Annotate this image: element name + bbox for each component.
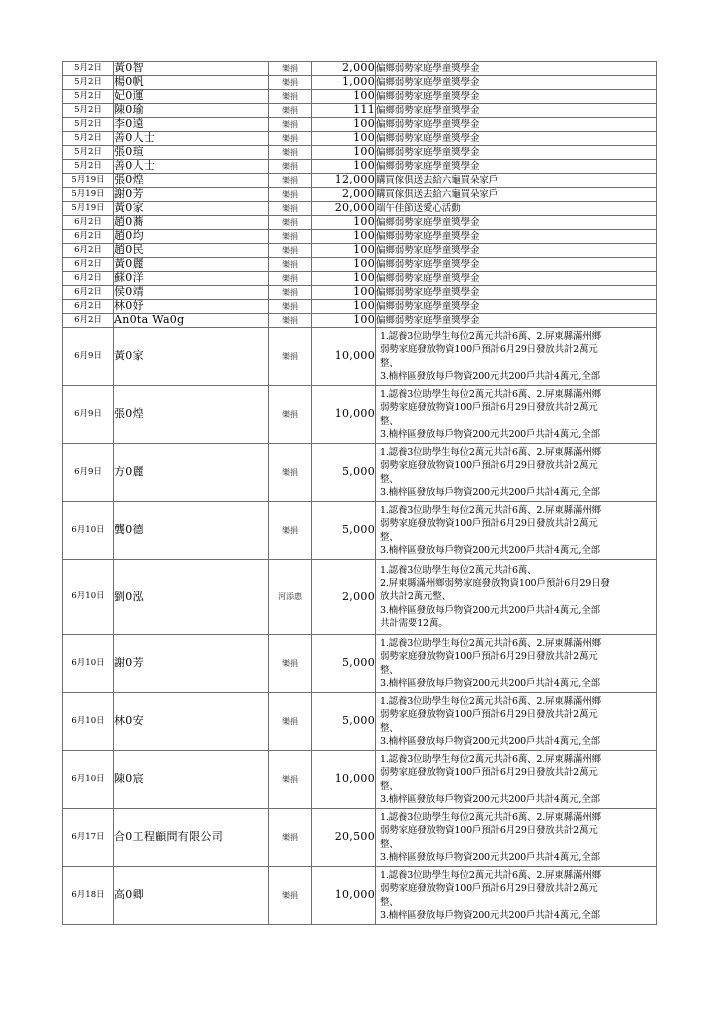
donation-ledger-table bbox=[62, 61, 657, 925]
cell-type: 樂捐 bbox=[269, 174, 312, 188]
cell-date: 6月2日 bbox=[63, 314, 114, 328]
desc-line: 弱勢家庭發放物資100戶預計6月29日發放共計2萬元 bbox=[380, 402, 598, 414]
desc-line: 1.認養3位助學生每位2萬元共計6萬、2.屏東縣滿州鄉 bbox=[380, 447, 601, 459]
cell-type: 樂捐 bbox=[269, 132, 312, 146]
cell-name: 方0麗 bbox=[114, 444, 269, 502]
cell-type: 樂捐 bbox=[269, 62, 312, 76]
cell-date: 5月2日 bbox=[63, 90, 114, 104]
table-row bbox=[63, 104, 657, 118]
cell-date: 5月19日 bbox=[63, 188, 114, 202]
cell-date: 5月2日 bbox=[63, 118, 114, 132]
cell-name: An0ta Wa0g bbox=[114, 314, 269, 328]
cell-amt: 5,000 bbox=[312, 693, 376, 751]
desc-line: 整、 bbox=[380, 838, 399, 850]
desc-line: 整、 bbox=[380, 531, 399, 543]
cell-amt: 100 bbox=[312, 90, 376, 104]
cell-desc: 偏鄉弱勢家庭學童獎學金 bbox=[376, 216, 657, 230]
ledger-body bbox=[63, 62, 657, 925]
cell-desc bbox=[376, 444, 657, 502]
cell-amt: 12,000 bbox=[312, 174, 376, 188]
cell-date: 6月2日 bbox=[63, 230, 114, 244]
table-row bbox=[63, 502, 657, 560]
desc-line: 1.認養3位助學生每位2萬元共計6萬、2.屏東縣滿州鄉 bbox=[380, 638, 601, 650]
cell-type: 樂捐 bbox=[269, 386, 312, 444]
desc-line: 3.楠梓區發放每戶物資200元共200戶共計4萬元,全部 bbox=[380, 909, 600, 921]
cell-name: 李0遠 bbox=[114, 118, 269, 132]
cell-date: 6月2日 bbox=[63, 258, 114, 272]
table-row bbox=[63, 90, 657, 104]
desc-line: 弱勢家庭發放物資100戶預計6月29日發放共計2萬元 bbox=[380, 344, 598, 356]
cell-amt: 100 bbox=[312, 314, 376, 328]
cell-type: 樂捐 bbox=[269, 146, 312, 160]
desc-line: 整、 bbox=[380, 896, 399, 908]
desc-line: 整、 bbox=[380, 722, 399, 734]
table-row bbox=[63, 118, 657, 132]
desc-line: 弱勢家庭發放物資100戶預計6月29日發放共計2萬元 bbox=[380, 460, 598, 472]
cell-date: 5月2日 bbox=[63, 76, 114, 90]
cell-amt: 10,000 bbox=[312, 386, 376, 444]
cell-name: 趙0民 bbox=[114, 244, 269, 258]
cell-amt: 100 bbox=[312, 216, 376, 230]
cell-type: 樂捐 bbox=[269, 258, 312, 272]
cell-date: 6月10日 bbox=[63, 560, 114, 635]
desc-line: 整、 bbox=[380, 473, 399, 485]
cell-name: 陳0宸 bbox=[114, 751, 269, 809]
cell-amt: 10,000 bbox=[312, 328, 376, 386]
cell-name: 趙0蕎 bbox=[114, 216, 269, 230]
cell-name: 劉0泓 bbox=[114, 560, 269, 635]
cell-desc: 偏鄉弱勢家庭學童獎學金 bbox=[376, 76, 657, 90]
cell-amt: 5,000 bbox=[312, 444, 376, 502]
cell-date: 6月10日 bbox=[63, 751, 114, 809]
table-row bbox=[63, 62, 657, 76]
cell-desc: 購買傢俱送去給六龜買朵家戶 bbox=[376, 188, 657, 202]
desc-line: 1.認養3位助學生每位2萬元共計6萬、2.屏東縣滿州鄉 bbox=[380, 812, 601, 824]
desc-line: 1.認養3位助學生每位2萬元共計6萬、2.屏東縣滿州鄉 bbox=[380, 870, 601, 882]
cell-amt: 100 bbox=[312, 272, 376, 286]
cell-desc: 偏鄉弱勢家庭學童獎學金 bbox=[376, 90, 657, 104]
cell-amt: 111 bbox=[312, 104, 376, 118]
table-row bbox=[63, 146, 657, 160]
cell-type: 樂捐 bbox=[269, 444, 312, 502]
cell-amt: 100 bbox=[312, 244, 376, 258]
desc-line: 1.認養3位助學生每位2萬元共計6萬、2.屏東縣滿州鄉 bbox=[380, 505, 601, 517]
cell-amt: 5,000 bbox=[312, 502, 376, 560]
cell-type: 樂捐 bbox=[269, 76, 312, 90]
cell-name: 高0卿 bbox=[114, 867, 269, 925]
table-row bbox=[63, 160, 657, 174]
cell-date: 6月2日 bbox=[63, 272, 114, 286]
table-row bbox=[63, 867, 657, 925]
cell-type: 樂捐 bbox=[269, 188, 312, 202]
cell-date: 5月19日 bbox=[63, 202, 114, 216]
cell-date: 5月2日 bbox=[63, 160, 114, 174]
table-row bbox=[63, 188, 657, 202]
cell-desc bbox=[376, 386, 657, 444]
cell-date: 6月2日 bbox=[63, 216, 114, 230]
cell-amt: 5,000 bbox=[312, 635, 376, 693]
cell-desc bbox=[376, 635, 657, 693]
cell-name: 林0妤 bbox=[114, 300, 269, 314]
desc-line: 3.楠梓區發放每戶物資200元共200戶共計4萬元,全部 bbox=[380, 486, 600, 498]
cell-type: 樂捐 bbox=[269, 90, 312, 104]
table-row bbox=[63, 386, 657, 444]
cell-desc: 偏鄉弱勢家庭學童獎學金 bbox=[376, 286, 657, 300]
table-row bbox=[63, 560, 657, 635]
desc-line: 弱勢家庭發放物資100戶預計6月29日發放共計2萬元 bbox=[380, 651, 598, 663]
desc-line: 弱勢家庭發放物資100戶預計6月29日發放共計2萬元 bbox=[380, 709, 598, 721]
cell-desc bbox=[376, 751, 657, 809]
cell-date: 5月2日 bbox=[63, 62, 114, 76]
desc-line: 弱勢家庭發放物資100戶預計6月29日發放共計2萬元 bbox=[380, 825, 598, 837]
table-row bbox=[63, 272, 657, 286]
cell-name: 蘇0洋 bbox=[114, 272, 269, 286]
cell-date: 5月19日 bbox=[63, 174, 114, 188]
desc-line: 1.認養3位助學生每位2萬元共計6萬、2.屏東縣滿州鄉 bbox=[380, 331, 601, 343]
desc-line: 放共計2萬元整、 bbox=[380, 591, 451, 603]
cell-type: 樂捐 bbox=[269, 160, 312, 174]
cell-desc: 偏鄉弱勢家庭學童獎學金 bbox=[376, 160, 657, 174]
desc-line: 1.認養3位助學生每位2萬元共計6萬、2.屏東縣滿州鄉 bbox=[380, 696, 601, 708]
cell-amt: 100 bbox=[312, 286, 376, 300]
cell-name: 合0工程顧問有限公司 bbox=[114, 809, 269, 867]
cell-name: 陳0瑜 bbox=[114, 104, 269, 118]
cell-date: 6月17日 bbox=[63, 809, 114, 867]
table-row bbox=[63, 202, 657, 216]
table-row bbox=[63, 244, 657, 258]
cell-desc bbox=[376, 809, 657, 867]
cell-desc: 偏鄉弱勢家庭學童獎學金 bbox=[376, 258, 657, 272]
cell-type: 樂捐 bbox=[269, 202, 312, 216]
table-row bbox=[63, 132, 657, 146]
cell-name: 黃0家 bbox=[114, 328, 269, 386]
desc-line: 弱勢家庭發放物資100戶預計6月29日發放共計2萬元 bbox=[380, 518, 598, 530]
cell-date: 6月10日 bbox=[63, 635, 114, 693]
cell-amt: 2,000 bbox=[312, 62, 376, 76]
cell-type: 樂捐 bbox=[269, 635, 312, 693]
table-row bbox=[63, 286, 657, 300]
cell-type: 樂捐 bbox=[269, 867, 312, 925]
cell-amt: 100 bbox=[312, 118, 376, 132]
cell-desc bbox=[376, 328, 657, 386]
table-row bbox=[63, 230, 657, 244]
table-row bbox=[63, 809, 657, 867]
cell-amt: 1,000 bbox=[312, 76, 376, 90]
cell-desc: 偏鄉弱勢家庭學童獎學金 bbox=[376, 62, 657, 76]
donation-ledger-table-wrapper bbox=[62, 61, 656, 925]
cell-type: 樂捐 bbox=[269, 751, 312, 809]
cell-desc: 偏鄉弱勢家庭學童獎學金 bbox=[376, 104, 657, 118]
desc-line: 3.楠梓區發放每戶物資200元共200戶共計4萬元,全部 bbox=[380, 735, 600, 747]
cell-date: 5月2日 bbox=[63, 104, 114, 118]
table-row bbox=[63, 444, 657, 502]
cell-amt: 100 bbox=[312, 258, 376, 272]
cell-desc: 偏鄉弱勢家庭學童獎學金 bbox=[376, 146, 657, 160]
cell-date: 6月9日 bbox=[63, 444, 114, 502]
cell-name: 楊0帆 bbox=[114, 76, 269, 90]
cell-type: 河添惠 bbox=[269, 560, 312, 635]
cell-name: 妃0運 bbox=[114, 90, 269, 104]
cell-date: 6月2日 bbox=[63, 286, 114, 300]
desc-line: 1.認養3位助學生每位2萬元共計6萬、 bbox=[380, 565, 537, 577]
cell-amt: 2,000 bbox=[312, 560, 376, 635]
desc-line: 1.認養3位助學生每位2萬元共計6萬、2.屏東縣滿州鄉 bbox=[380, 754, 601, 766]
desc-line: 弱勢家庭發放物資100戶預計6月29日發放共計2萬元 bbox=[380, 767, 598, 779]
cell-desc: 購買傢俱送去給六龜買朵家戶 bbox=[376, 174, 657, 188]
cell-name: 謝0芳 bbox=[114, 635, 269, 693]
cell-desc bbox=[376, 693, 657, 751]
table-row bbox=[63, 328, 657, 386]
cell-type: 樂捐 bbox=[269, 809, 312, 867]
cell-amt: 100 bbox=[312, 300, 376, 314]
cell-type: 樂捐 bbox=[269, 118, 312, 132]
cell-type: 樂捐 bbox=[269, 314, 312, 328]
cell-date: 6月2日 bbox=[63, 244, 114, 258]
table-row bbox=[63, 635, 657, 693]
table-row bbox=[63, 300, 657, 314]
cell-amt: 100 bbox=[312, 230, 376, 244]
cell-amt: 20,500 bbox=[312, 809, 376, 867]
cell-amt: 100 bbox=[312, 132, 376, 146]
cell-type: 樂捐 bbox=[269, 693, 312, 751]
cell-amt: 10,000 bbox=[312, 867, 376, 925]
cell-desc: 偏鄉弱勢家庭學童獎學金 bbox=[376, 132, 657, 146]
table-row bbox=[63, 174, 657, 188]
cell-amt: 20,000 bbox=[312, 202, 376, 216]
cell-desc: 偏鄉弱勢家庭學童獎學金 bbox=[376, 300, 657, 314]
cell-type: 樂捐 bbox=[269, 216, 312, 230]
cell-name: 黃0智 bbox=[114, 62, 269, 76]
desc-line: 3.楠梓區發放每戶物資200元共200戶共計4萬元,全部 bbox=[380, 604, 600, 616]
cell-desc bbox=[376, 560, 657, 635]
cell-date: 6月10日 bbox=[63, 693, 114, 751]
cell-desc: 端午佳節送愛心活動 bbox=[376, 202, 657, 216]
cell-amt: 100 bbox=[312, 146, 376, 160]
cell-amt: 100 bbox=[312, 160, 376, 174]
desc-line: 弱勢家庭發放物資100戶預計6月29日發放共計2萬元 bbox=[380, 883, 598, 895]
cell-desc: 偏鄉弱勢家庭學童獎學金 bbox=[376, 230, 657, 244]
cell-desc: 偏鄉弱勢家庭學童獎學金 bbox=[376, 314, 657, 328]
cell-type: 樂捐 bbox=[269, 272, 312, 286]
cell-name: 謝0芳 bbox=[114, 188, 269, 202]
cell-type: 樂捐 bbox=[269, 300, 312, 314]
desc-line: 整、 bbox=[380, 780, 399, 792]
desc-line: 整、 bbox=[380, 415, 399, 427]
table-row bbox=[63, 216, 657, 230]
cell-name: 侯0靖 bbox=[114, 286, 269, 300]
desc-line: 3.楠梓區發放每戶物資200元共200戶共計4萬元,全部 bbox=[380, 370, 600, 382]
desc-line: 3.楠梓區發放每戶物資200元共200戶共計4萬元,全部 bbox=[380, 851, 600, 863]
table-row bbox=[63, 693, 657, 751]
table-row bbox=[63, 314, 657, 328]
cell-name: 龔0德 bbox=[114, 502, 269, 560]
desc-line: 1.認養3位助學生每位2萬元共計6萬、2.屏東縣滿州鄉 bbox=[380, 389, 601, 401]
cell-amt: 10,000 bbox=[312, 751, 376, 809]
desc-line: 2.屏東縣滿州鄉弱勢家庭發放物資100戶預計6月29日發 bbox=[380, 578, 610, 590]
table-row bbox=[63, 76, 657, 90]
desc-line: 3.楠梓區發放每戶物資200元共200戶共計4萬元,全部 bbox=[380, 544, 600, 556]
cell-name: 黃0家 bbox=[114, 202, 269, 216]
cell-amt: 2,000 bbox=[312, 188, 376, 202]
desc-line: 整、 bbox=[380, 357, 399, 369]
cell-name: 趙0均 bbox=[114, 230, 269, 244]
cell-desc: 偏鄉弱勢家庭學童獎學金 bbox=[376, 118, 657, 132]
cell-date: 5月2日 bbox=[63, 132, 114, 146]
cell-desc bbox=[376, 502, 657, 560]
table-row bbox=[63, 751, 657, 809]
cell-date: 6月9日 bbox=[63, 386, 114, 444]
cell-date: 6月2日 bbox=[63, 300, 114, 314]
cell-date: 5月2日 bbox=[63, 146, 114, 160]
cell-desc bbox=[376, 867, 657, 925]
cell-date: 6月18日 bbox=[63, 867, 114, 925]
cell-date: 6月10日 bbox=[63, 502, 114, 560]
cell-type: 樂捐 bbox=[269, 286, 312, 300]
desc-line: 3.楠梓區發放每戶物資200元共200戶共計4萬元,全部 bbox=[380, 428, 600, 440]
desc-line: 整、 bbox=[380, 664, 399, 676]
cell-type: 樂捐 bbox=[269, 104, 312, 118]
cell-name: 黃0麗 bbox=[114, 258, 269, 272]
cell-name: 張0煌 bbox=[114, 386, 269, 444]
cell-name: 張0瑄 bbox=[114, 146, 269, 160]
cell-desc: 偏鄉弱勢家庭學童獎學金 bbox=[376, 272, 657, 286]
cell-type: 樂捐 bbox=[269, 502, 312, 560]
cell-name: 善0人士 bbox=[114, 132, 269, 146]
table-row bbox=[63, 258, 657, 272]
desc-line: 共計需要12萬。 bbox=[380, 617, 448, 629]
desc-line: 3.楠梓區發放每戶物資200元共200戶共計4萬元,全部 bbox=[380, 793, 600, 805]
cell-type: 樂捐 bbox=[269, 244, 312, 258]
cell-type: 樂捐 bbox=[269, 328, 312, 386]
cell-name: 張0煌 bbox=[114, 174, 269, 188]
cell-desc: 偏鄉弱勢家庭學童獎學金 bbox=[376, 244, 657, 258]
cell-name: 善0人士 bbox=[114, 160, 269, 174]
cell-type: 樂捐 bbox=[269, 230, 312, 244]
desc-line: 3.楠梓區發放每戶物資200元共200戶共計4萬元,全部 bbox=[380, 677, 600, 689]
cell-date: 6月9日 bbox=[63, 328, 114, 386]
cell-name: 林0安 bbox=[114, 693, 269, 751]
